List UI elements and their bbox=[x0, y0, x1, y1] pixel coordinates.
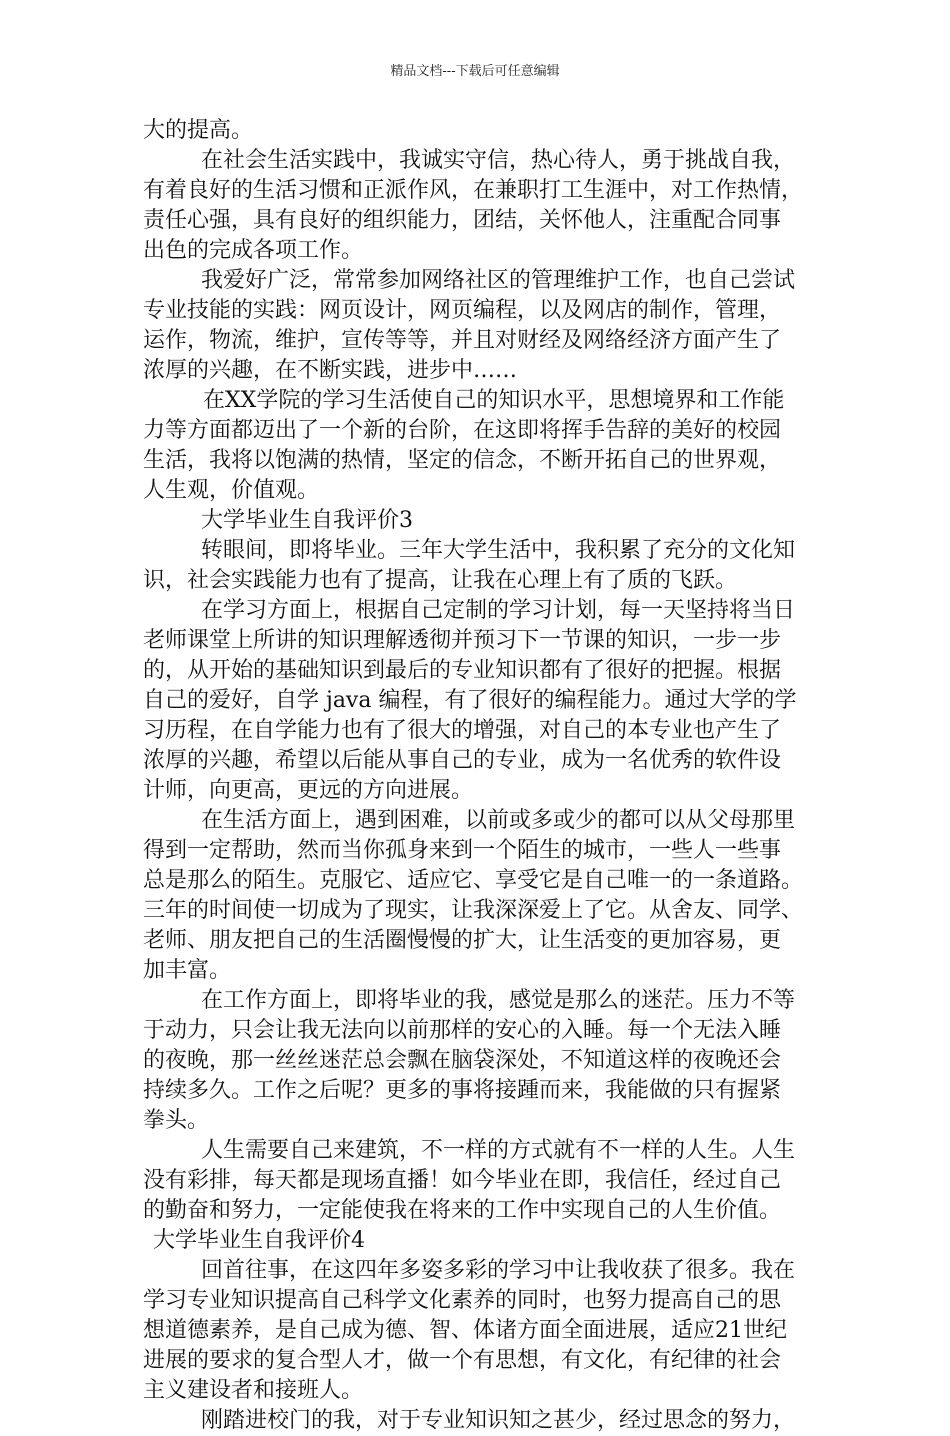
text-line: 的夜晚，那一丝丝迷茫总会飘在脑袋深处，不知道这样的夜晚还会 bbox=[143, 1048, 782, 1073]
text-line: 没有彩排，每天都是现场直播！如今毕业在即，我信任，经过自己 bbox=[143, 1168, 782, 1193]
section-heading: 大学毕业生自我评价4 bbox=[153, 1228, 365, 1253]
text-line: 学习专业知识提高自己科学文化素养的同时，也努力提高自己的思 bbox=[143, 1288, 782, 1313]
text-line: 我爱好广泛，常常参加网络社区的管理维护工作，也自己尝试 bbox=[201, 268, 796, 293]
text-line: 力等方面都迈出了一个新的台阶，在这即将挥手告辞的美好的校园 bbox=[143, 418, 782, 443]
text-line: 刚踏进校门的我，对于专业知识知之甚少，经过思念的努力， bbox=[201, 1408, 796, 1433]
section-heading: 大学毕业生自我评价3 bbox=[201, 508, 413, 533]
text-line: 的，从开始的基础知识到最后的专业知识都有了很好的把握。根据 bbox=[143, 658, 782, 683]
page-header: 精品文档---下载后可任意编辑 bbox=[390, 64, 560, 79]
text-line: 浓厚的兴趣，希望以后能从事自己的专业，成为一名优秀的软件设 bbox=[143, 748, 782, 773]
text-line: 持续多久。工作之后呢？更多的事将接踵而来，我能做的只有握紧 bbox=[143, 1078, 782, 1103]
text-line: 在XX学院的学习生活使自己的知识水平，思想境界和工作能 bbox=[203, 388, 785, 413]
text-line: 主义建设者和接班人。 bbox=[143, 1378, 364, 1403]
text-line: 在工作方面上，即将毕业的我，感觉是那么的迷茫。压力不等 bbox=[201, 988, 796, 1013]
text-line: 拳头。 bbox=[143, 1108, 210, 1133]
text-line: 习历程，在自学能力也有了很大的增强，对自己的本专业也产生了 bbox=[143, 718, 782, 743]
text-line: 在社会生活实践中，我诚实守信，热心待人，勇于挑战自我， bbox=[201, 148, 796, 173]
text-line: 运作，物流，维护，宣传等等，并且对财经及网络经济方面产生了 bbox=[143, 328, 782, 353]
text-line: 责任心强，具有良好的组织能力，团结，关怀他人，注重配合同事 bbox=[143, 208, 782, 233]
text-line: 老师课堂上所讲的知识理解透彻并预习下一节课的知识，一步一步 bbox=[143, 628, 782, 653]
text-line: 自己的爱好，自学 java 编程，有了很好的编程能力。通过大学的学 bbox=[143, 688, 797, 713]
text-line: 转眼间，即将毕业。三年大学生活中，我积累了充分的文化知 bbox=[201, 538, 796, 563]
text-line: 进展的要求的复合型人才，做一个有思想，有文化，有纪律的社会 bbox=[143, 1348, 782, 1373]
text-line: 识，社会实践能力也有了提高，让我在心理上有了质的飞跃。 bbox=[143, 568, 738, 593]
text-line: 三年的时间使一切成为了现实，让我深深爱上了它。从舍友、同学、 bbox=[143, 898, 804, 923]
text-line: 大的提高。 bbox=[143, 118, 254, 143]
document-body bbox=[143, 116, 811, 1436]
text-line: 的勤奋和努力，一定能使我在将来的工作中实现自己的人生价值。 bbox=[143, 1198, 782, 1223]
text-line: 得到一定帮助，然而当你孤身来到一个陌生的城市，一些人一些事 bbox=[143, 838, 782, 863]
text-line: 计师，向更高，更远的方向进展。 bbox=[143, 778, 474, 803]
text-line: 浓厚的兴趣，在不断实践，进步中…… bbox=[143, 358, 518, 383]
text-line: 有着良好的生活习惯和正派作风，在兼职打工生涯中，对工作热情， bbox=[143, 178, 804, 203]
text-line: 专业技能的实践：网页设计，网页编程，以及网店的制作，管理， bbox=[143, 298, 782, 323]
text-line: 在生活方面上，遇到困难，以前或多或少的都可以从父母那里 bbox=[201, 808, 796, 833]
text-line: 加丰富。 bbox=[143, 958, 232, 983]
text-line: 老师、朋友把自己的生活圈慢慢的扩大，让生活变的更加容易，更 bbox=[143, 928, 782, 953]
text-line: 出色的完成各项工作。 bbox=[143, 238, 364, 263]
text-line: 想道德素养，是自己成为德、智、体诸方面全面进展，适应21世纪 bbox=[143, 1318, 787, 1343]
text-line: 在学习方面上，根据自己定制的学习计划，每一天坚持将当日 bbox=[201, 598, 796, 623]
text-line: 于动力，只会让我无法向以前那样的安心的入睡。每一个无法入睡 bbox=[143, 1018, 782, 1043]
text-line: 人生需要自己来建筑，不一样的方式就有不一样的人生。人生 bbox=[201, 1138, 796, 1163]
text-line: 人生观，价值观。 bbox=[143, 478, 320, 503]
text-line: 生活，我将以饱满的热情，坚定的信念，不断开拓自己的世界观， bbox=[143, 448, 782, 473]
text-line: 回首往事，在这四年多姿多彩的学习中让我收获了很多。我在 bbox=[201, 1258, 796, 1283]
text-line: 总是那么的陌生。克服它、适应它、享受它是自己唯一的一条道路。 bbox=[143, 868, 804, 893]
